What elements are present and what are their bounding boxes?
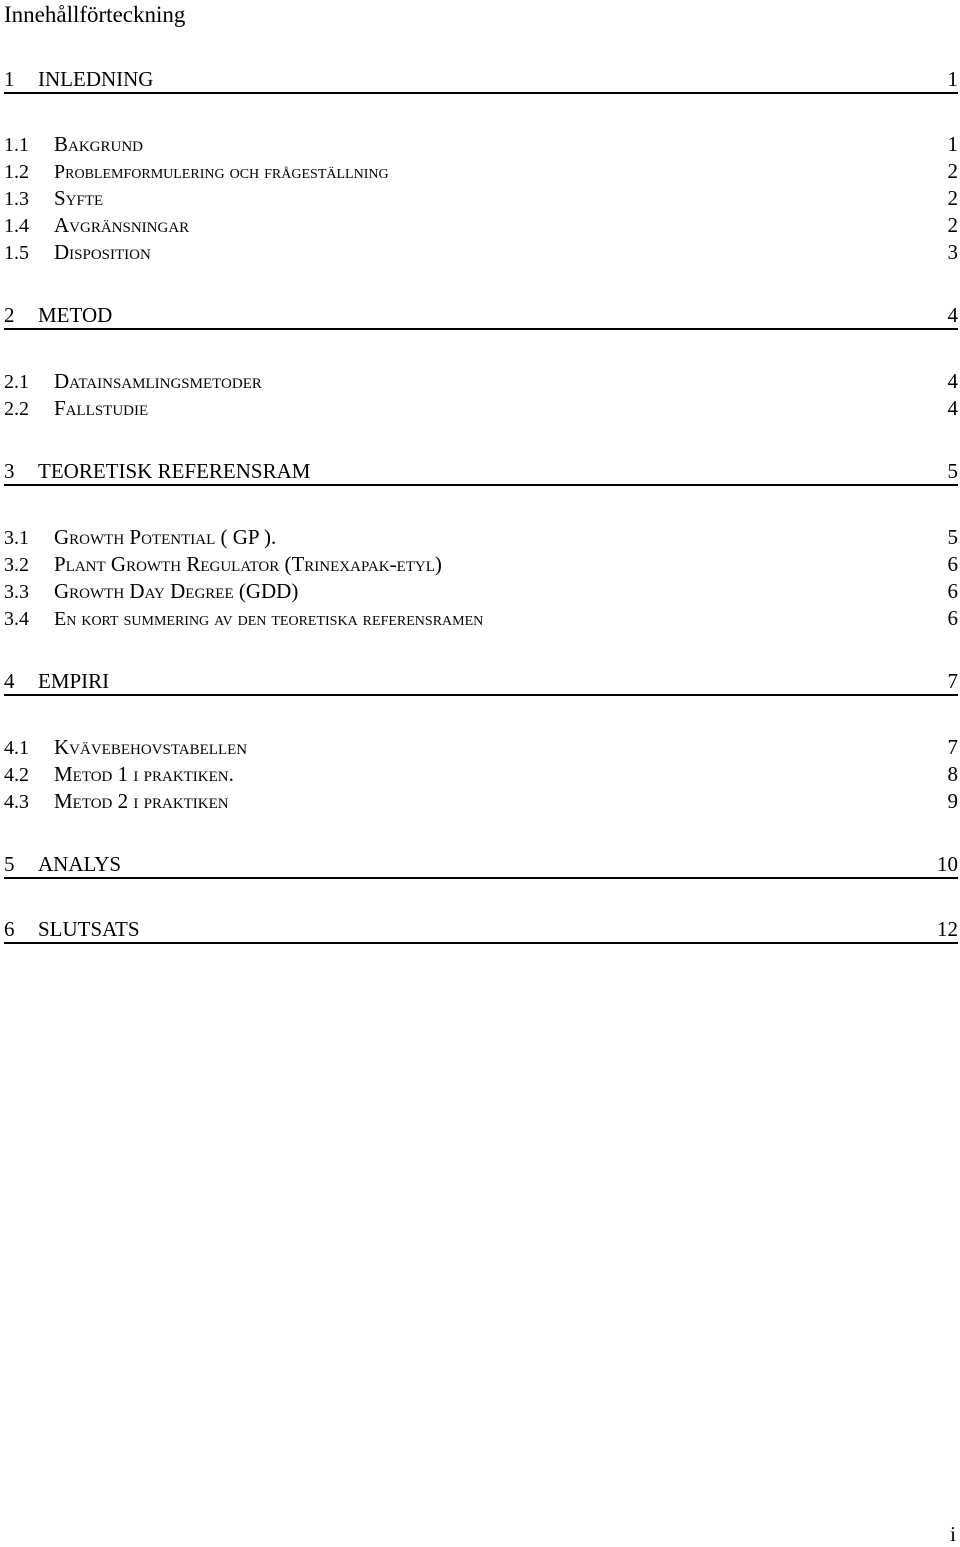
toc-page: 6 [947,579,958,603]
toc-chapter-1[interactable] [4,66,958,94]
toc-label: Kvävebehovstabellen [54,735,248,759]
page-number: i [950,1522,956,1546]
toc-page: 2 [947,186,958,210]
toc-number: 2 [4,303,15,327]
toc-page: 3 [947,240,958,264]
toc-chapter-2[interactable] [4,302,958,330]
toc-label: Plant Growth Regulator (Trinexapak-etyl) [54,552,442,576]
toc-section-3-1[interactable] [4,525,958,549]
toc-chapter-4[interactable] [4,668,958,696]
toc-label: Disposition [54,240,151,264]
toc-page: 5 [947,525,958,549]
toc-label: ANALYS [38,852,122,876]
toc-label: SLUTSATS [38,917,140,941]
toc-number: 1.5 [4,242,29,264]
toc-label: Avgränsningar [54,213,190,237]
toc-label: EMPIRI [38,669,110,693]
toc-section-4-2[interactable] [4,762,958,786]
toc-label: Growth Potential ( GP ). [54,525,277,549]
toc-chapter-5[interactable] [4,851,958,879]
toc-page: 2 [947,159,958,183]
toc-number: 2.1 [4,371,29,393]
toc-number: 3.4 [4,608,29,630]
toc-section-4-1[interactable] [4,735,958,759]
toc-number: 3.3 [4,581,29,603]
toc-section-1-5[interactable] [4,240,958,264]
toc-section-2-1[interactable] [4,369,958,393]
toc-number: 1.4 [4,215,29,237]
toc-page: 7 [947,735,958,759]
toc-section-1-3[interactable] [4,186,958,210]
toc-label: Bakgrund [54,132,144,156]
toc-label: Syfte [54,186,104,210]
toc-page: 5 [947,459,958,483]
toc-number: 1 [4,67,15,91]
toc-section-3-2[interactable] [4,552,958,576]
toc-number: 1.3 [4,188,29,210]
toc-chapter-3[interactable] [4,458,958,486]
toc-label: En kort summering av den teoretiska referensramen [54,608,484,630]
toc-number: 2.2 [4,398,29,420]
toc-number: 1.1 [4,134,29,156]
toc-number: 3.1 [4,527,29,549]
toc-section-1-2[interactable] [4,159,958,183]
toc-label: Metod 2 i praktiken [54,789,229,813]
toc-label: TEORETISK REFERENSRAM [38,459,311,483]
toc-label: Growth Day Degree (GDD) [54,579,299,603]
toc-page: 8 [947,762,958,786]
toc-page: 12 [937,917,958,941]
toc-label: Datainsamlingsmetoder [54,369,262,393]
toc-chapter-6[interactable] [4,916,958,944]
toc-page: 7 [947,669,958,693]
toc-label: Problemformulering och frågeställning [54,161,389,183]
toc-number: 4.3 [4,791,29,813]
toc-section-1-1[interactable] [4,132,958,156]
toc-number: 3.2 [4,554,29,576]
toc-number: 4.2 [4,764,29,786]
toc-section-1-4[interactable] [4,213,958,237]
toc-label: Fallstudie [54,396,149,420]
toc-number: 4 [4,669,15,693]
toc-page: 2 [947,213,958,237]
toc-page: 9 [947,789,958,813]
toc-section-3-4[interactable] [4,606,958,630]
toc-section-4-3[interactable] [4,789,958,813]
toc-page: 1 [947,67,958,91]
toc-number: 3 [4,459,15,483]
toc-page: 4 [947,303,958,327]
toc-label: Metod 1 i praktiken. [54,762,234,786]
toc-page: 4 [947,396,958,420]
toc-section-2-2[interactable] [4,396,958,420]
toc-page: 10 [937,852,958,876]
toc-page: 6 [947,552,958,576]
toc-label: INLEDNING [38,67,154,91]
toc-number: 1.2 [4,161,29,183]
toc-page: 1 [947,132,958,156]
toc-page: 4 [947,369,958,393]
toc-page: 6 [947,606,958,630]
toc-section-3-3[interactable] [4,579,958,603]
toc-number: 6 [4,917,15,941]
toc-number: 4.1 [4,737,29,759]
page-title: Innehållförteckning [4,2,186,27]
toc-label: METOD [38,303,113,327]
toc-number: 5 [4,852,15,876]
